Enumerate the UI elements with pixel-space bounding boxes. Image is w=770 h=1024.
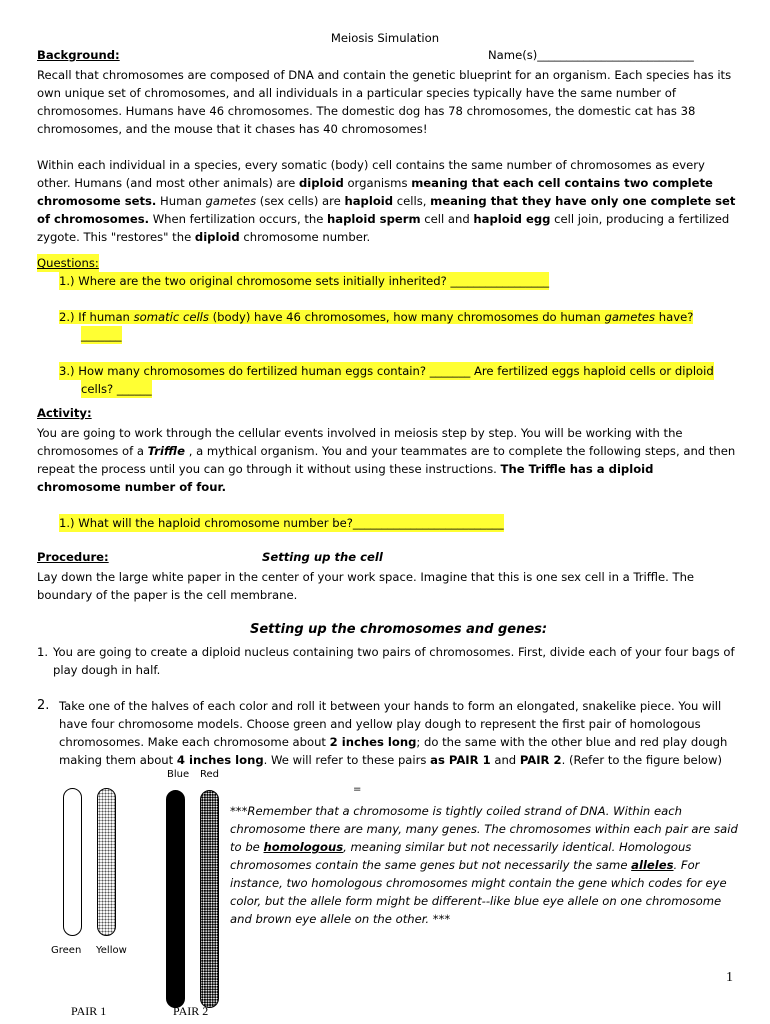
remember-note: ***Remember that a chromosome is tightly coiled strand of DNA. Within each chromosome there are many, many genes. The chromosomes within each pair are said to be homologous, meaning similar but not necessarily identical. Homologous chromosomes contain the same genes but not necessarily the same alleles. For instance, two homologous chromosomes might contain the gene which codes for eye color, but the allele form might be different--like blue eye allele on one chromosome and brown eye allele on the other. *** bbox=[230, 804, 738, 926]
names-field: Name(s)___________________________ bbox=[488, 48, 694, 62]
activity-paragraph: You are going to work through the cellular events involved in meiosis step by step. You will be working with the chromosomes of a Triffle , a mythical organism. You and your teammates are to complete the following steps, and then repeat the process until you can go through it without using these instructions. The Triffle has a diploid chromosome number of four. bbox=[37, 426, 736, 494]
question-3-line-2: cells? ______ bbox=[81, 382, 152, 396]
background-paragraph-2: Within each individual in a species, every somatic (body) cell contains the same number of chromosomes as every other. Humans (and most other animals) are diploid organisms meaning that each cell contains two complete chromosome sets. Human gametes (sex cells) are haploid cells, meaning that they have only one complete set of chromosomes. When fertilization occurs, the haploid sperm cell and haploid egg cell join, producing a fertilized zygote. This "restores" the diploid chromosome number. bbox=[37, 158, 736, 244]
background-paragraph-1: Recall that chromosomes are composed of DNA and contain the genetic blueprint for an organism. Each species has its own unique set of chromosomes, and all individuals in a particular species typically have the same number of chromosomes. Humans have 46 chromosomes. The domestic dog has 78 chromosomes, the domestic cat has 38 chromosomes, and the mouse that it chases has 40 chromosomes! bbox=[37, 68, 732, 136]
question-2: 2.) If human somatic cells (body) have 46 chromosomes, how many chromosomes do human gametes have? bbox=[59, 310, 694, 324]
label-green: Green bbox=[51, 945, 82, 956]
step-1-number: 1. bbox=[37, 645, 49, 659]
step-2-number: 2. bbox=[37, 698, 50, 713]
question-2-blank: _______ bbox=[81, 328, 122, 342]
step-2-text: Take one of the halves of each color and roll it between your hands to form an elongated, snakelike piece. You will have four chromosome models. Choose green and yellow play dough to represent the first pair of homologous chromosomes. Make each chromosome about 2 inches long; do the same with the other blue and red play dough making them about 4 inches long. We will refer to these pairs as PAIR 1 and PAIR 2. (Refer to the figure below) bbox=[59, 699, 728, 767]
equals-sign: = bbox=[353, 784, 362, 795]
pair-2-label: PAIR 2 bbox=[173, 1004, 209, 1018]
yellow-chromosome bbox=[97, 788, 116, 936]
background-heading: Background: bbox=[37, 48, 120, 62]
step-1-text: You are going to create a diploid nucleus containing two pairs of chromosomes. First, divide each of your four bags of play dough in half. bbox=[53, 645, 735, 677]
page-title: Meiosis Simulation bbox=[330, 31, 440, 45]
label-yellow: Yellow bbox=[96, 945, 127, 956]
question-1: 1.) Where are the two original chromosome sets initially inherited? _________________ bbox=[59, 274, 550, 288]
pair-1-label: PAIR 1 bbox=[71, 1004, 107, 1018]
activity-heading: Activity: bbox=[37, 406, 92, 420]
green-chromosome bbox=[63, 788, 82, 936]
questions-heading: Questions: bbox=[37, 256, 99, 270]
blue-chromosome bbox=[166, 790, 185, 1008]
page-number: 1 bbox=[726, 970, 733, 985]
red-chromosome bbox=[200, 790, 219, 1008]
procedure-heading: Procedure: bbox=[37, 550, 109, 564]
setting-cell-heading: Setting up the cell bbox=[262, 550, 383, 564]
question-3-line-1: 3.) How many chromosomes do fertilized human eggs contain? _______ Are fertilized eggs haploid cells or diploid bbox=[59, 364, 714, 378]
label-red: Red bbox=[200, 769, 219, 780]
label-blue: Blue bbox=[167, 769, 190, 780]
setting-chromosomes-heading: Setting up the chromosomes and genes: bbox=[250, 622, 548, 637]
activity-question-1: 1.) What will the haploid chromosome number be?__________________________ bbox=[59, 516, 504, 530]
procedure-paragraph: Lay down the large white paper in the center of your work space. Imagine that this is one sex cell in a Triffle. The boundary of the paper is the cell membrane. bbox=[37, 570, 695, 602]
